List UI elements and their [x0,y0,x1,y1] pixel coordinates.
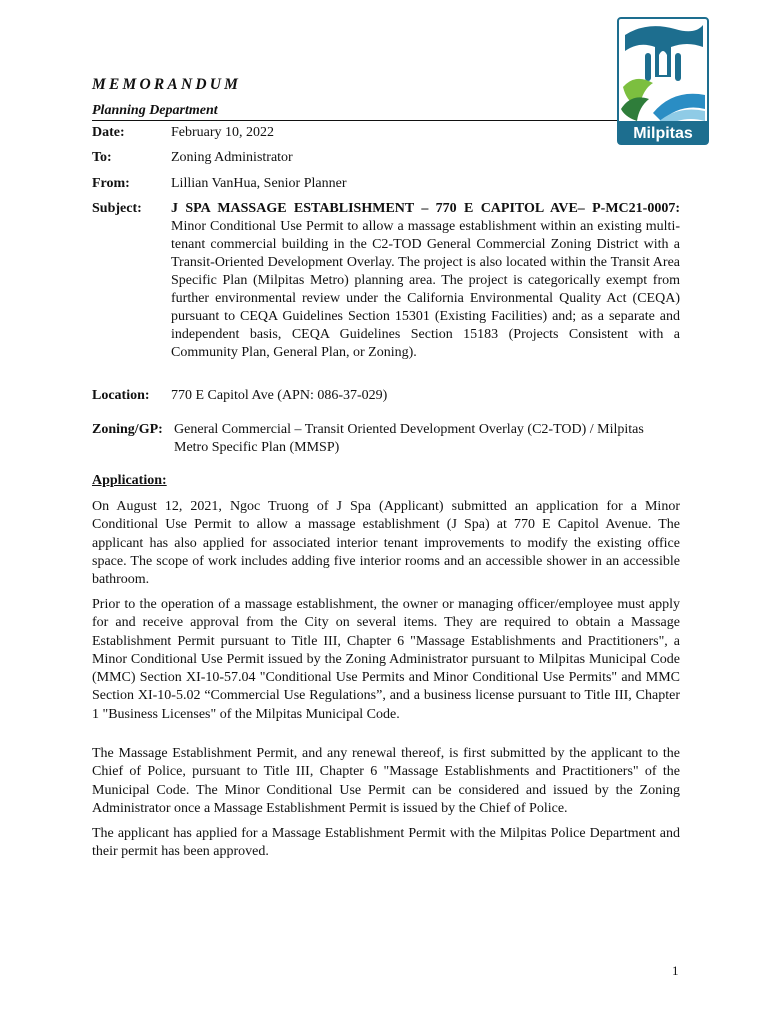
department-name: Planning Department [92,103,218,118]
date-label: Date: [92,125,125,140]
application-paragraph-4: The applicant has applied for a Massage Establishment Permit with the Milpitas Police Department and their permit has been approved. [92,826,680,860]
subject-label: Subject: [92,201,142,216]
header-divider [92,120,692,121]
date-value: February 10, 2022 [171,125,275,140]
application-heading: Application: [92,473,167,488]
page-number: 1 [672,963,679,978]
location-label: Location: [92,388,150,403]
application-paragraph-3: The Massage Establishment Permit, and any renewal thereof, is first submitted by the applicant to the Chief of Police, pursuant to Title III, Chapter 6 "Massage Establishments and Practitioners" of the Municipal Code. The Minor Conditional Use Permit can be considered and issued by the Zoning Administrator once a Massage Establishment Permit is issued by the Chief of Police. [92,746,680,816]
to-value: Zoning Administrator [171,150,293,165]
application-paragraph-2: Prior to the operation of a massage establishment, the owner or managing officer/employee must apply for and receive approval from the City on several items. They are required to obtain a Massage Establishment Permit pursuant to Title III, Chapter 6 "Massage Establishments and Practitioners", a Minor Conditional Use Permit issued by the Zoning Administrator pursuant to Milpitas Municipal Code (MMC) Section XI-10-57.04 "Conditional Use Permits and Minor Conditional Use Permits" and MMC Section XI-10-5.02 “Commercial Use Regulations”, and a business license pursuant to Title III, Chapter 1 "Business Licenses" of the Milpitas Municipal Code. [92,597,680,722]
logo-text: Milpitas [633,125,693,142]
application-paragraph-1: On August 12, 2021, Ngoc Truong of J Spa (Applicant) submitted an application for a Minor Conditional Use Permit to allow a massage establishment (J Spa) at 770 E Capitol Avenue. The applicant has also applied for associated interior tenant improvements to modify the existing office space. The scope of work includes adding five interior rooms and an accessible shower in an accessible bathroom. [92,499,680,588]
from-label: From: [92,176,130,191]
subject-heading: J SPA MASSAGE ESTABLISHMENT – 770 E CAPITOL AVE– P-MC21-0007: [171,201,680,216]
memo-title: MEMORANDUM [92,76,242,93]
zoning-value: General Commercial – Transit Oriented Development Overlay (C2-TOD) / Milpitas Metro Specific Plan (MMSP) [174,422,644,455]
to-label: To: [92,150,112,165]
location-value: 770 E Capitol Ave (APN: 086-37-029) [171,388,388,403]
subject-text: Minor Conditional Use Permit to allow a massage establishment within an existing multi-tenant commercial building in the C2-TOD General Commercial Zoning District with a Transit-Oriented Development Overlay. The project is also located within the Transit Area Specific Plan (Milpitas Metro) planning area. The project is categorically exempt from further environmental review under the California Environmental Quality Act (CEQA) pursuant to CEQA Guidelines Section 15301 (Existing Facilities) and; as a separate and independent basis, CEQA Guidelines Section 15183 (Projects Consistent with a Community Plan, General Plan, or Zoning). [171,219,680,360]
from-value: Lillian VanHua, Senior Planner [171,176,347,191]
zoning-label: Zoning/GP: [92,422,163,437]
subject-value [171,200,680,362]
